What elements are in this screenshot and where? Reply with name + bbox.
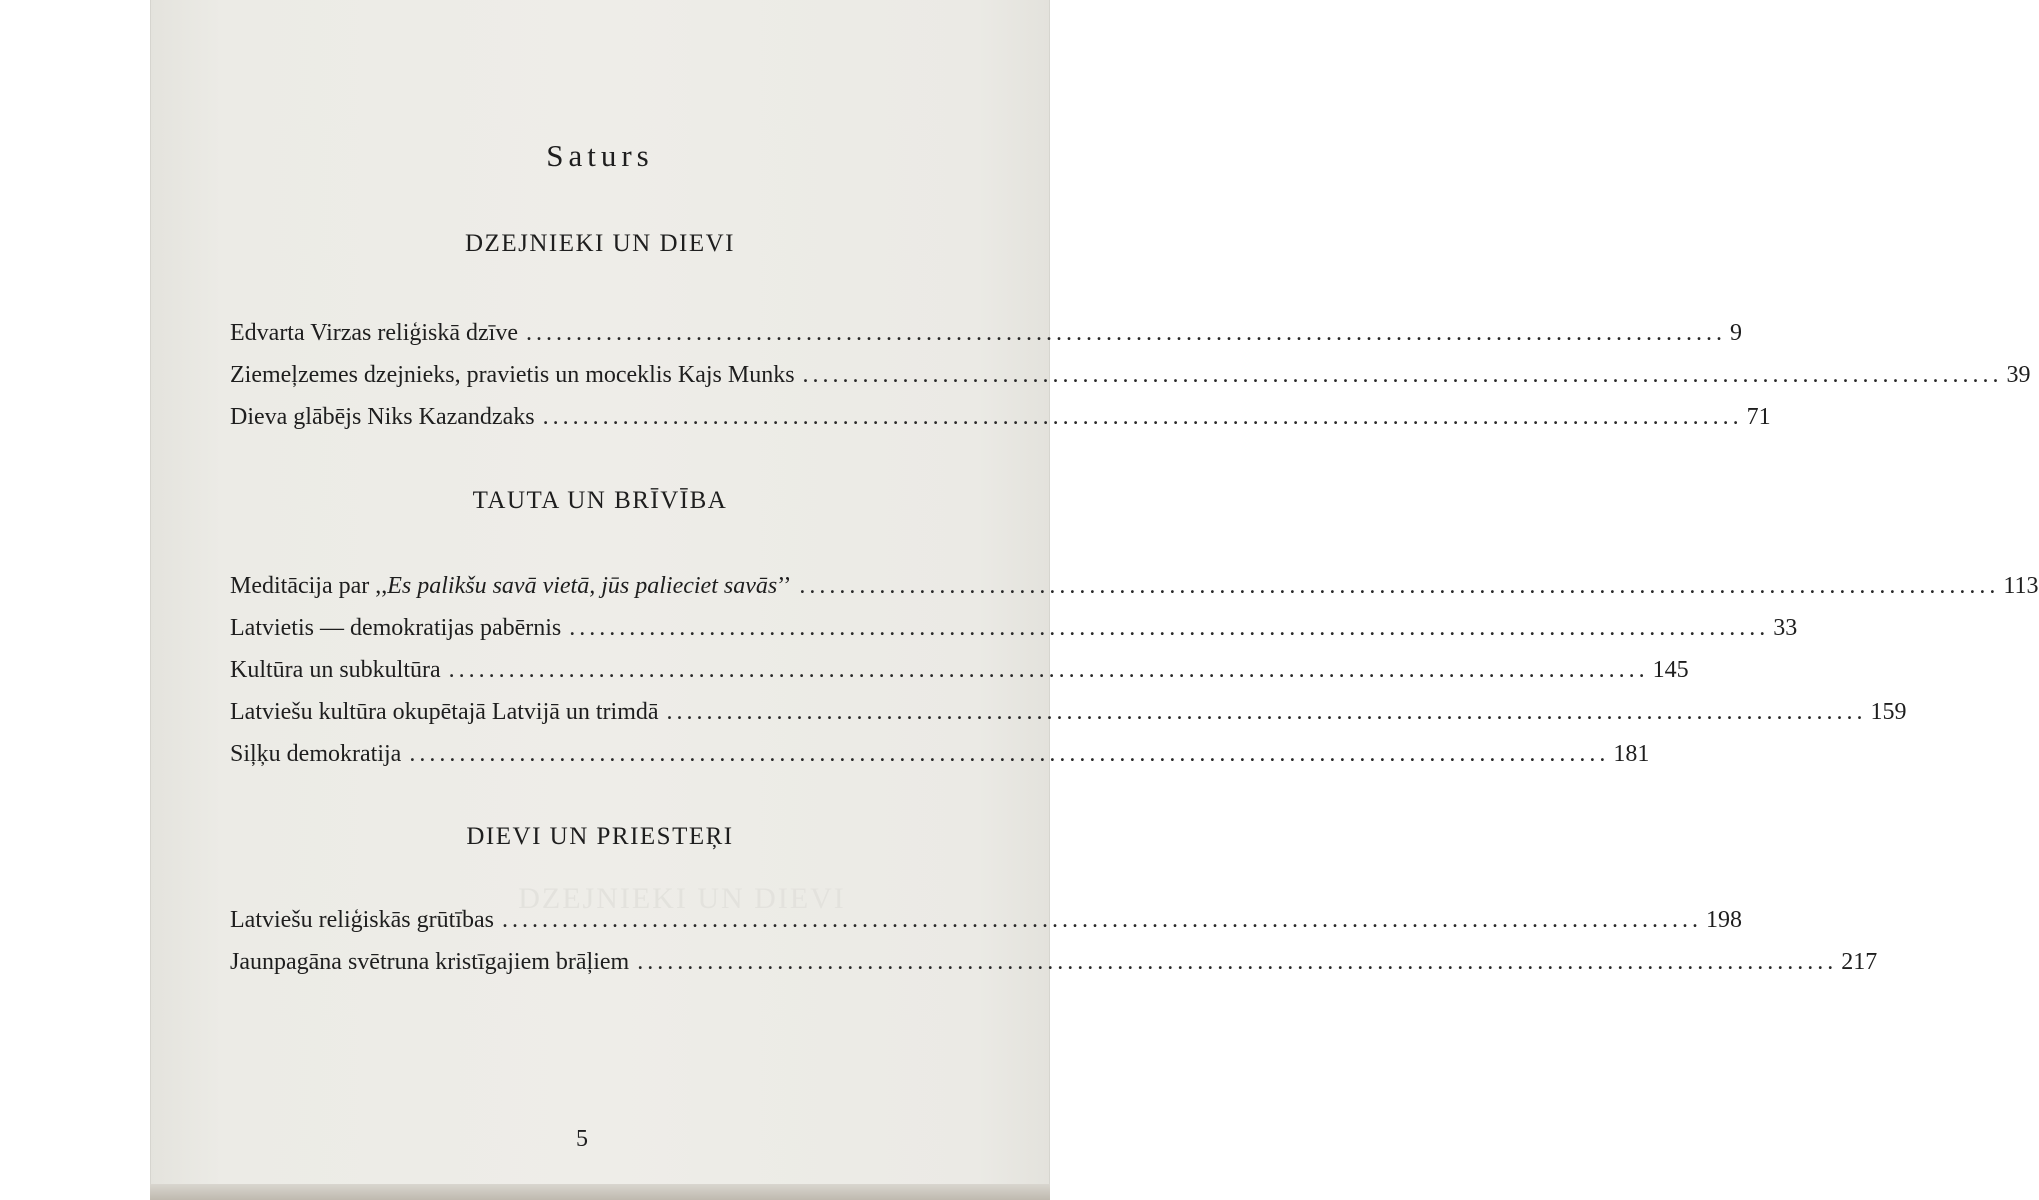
toc-entry-title: Dieva glābējs Niks Kazandzaks xyxy=(230,404,535,430)
dot-leader: ........................................................................................................................ xyxy=(542,404,1743,430)
toc-entry xyxy=(230,695,1907,729)
toc-entry-title: Siļķu demokratija xyxy=(230,741,402,767)
toc-entry-page: 181 xyxy=(1613,741,1650,767)
toc-entry xyxy=(230,737,1650,771)
section-heading-tauta: TAUTA UN BRĪVĪBA xyxy=(472,487,728,514)
toc-entry-page: 33 xyxy=(1773,615,1798,641)
toc-entry xyxy=(230,611,1798,645)
toc-entry-page: 159 xyxy=(1870,699,1907,725)
page-title: Saturs xyxy=(546,138,654,173)
toc-entry-page: 198 xyxy=(1705,907,1742,933)
toc-entry-title: Latviešu kultūra okupētajā Latvijā un trimdā xyxy=(230,699,659,725)
dot-leader: ........................................................................................................................ xyxy=(799,573,2000,599)
dot-leader: ........................................................................................................................ xyxy=(448,657,1649,683)
toc-entry-page: 145 xyxy=(1652,657,1689,683)
dot-leader: ........................................................................................................................ xyxy=(666,699,1867,725)
page-number: 5 xyxy=(576,1126,588,1152)
toc-entry xyxy=(230,903,1742,937)
toc-entry-page: 113 xyxy=(2003,573,2039,599)
toc-entry xyxy=(230,653,1689,687)
toc-entry xyxy=(230,945,1878,979)
toc-entry-title: Latvietis — demokratijas pabērnis xyxy=(230,615,562,641)
toc-entry xyxy=(230,358,2031,392)
toc-entry xyxy=(230,316,1742,350)
toc-entry-title: Kultūra un subkultūra xyxy=(230,657,441,683)
page-edge xyxy=(150,1184,1050,1200)
toc-entry-title: Edvarta Virzas reliģiskā dzīve xyxy=(230,320,518,346)
toc-entry-page: 9 xyxy=(1730,320,1742,346)
toc-entry-title: Latviešu reliģiskās grūtības xyxy=(230,907,494,933)
section-heading-dievi: DIEVI UN PRIESTEŖI xyxy=(466,823,734,850)
toc-entry-page: 217 xyxy=(1841,949,1878,975)
dot-leader: ........................................................................................................................ xyxy=(409,741,1610,767)
toc-entry-title-quote: Es palikšu savā vietā, jūs palieciet savās xyxy=(387,573,778,599)
show-through-watermark: DZEJNIEKI UN DIEVI xyxy=(518,882,846,915)
dot-leader: ........................................................................................................................ xyxy=(802,362,2003,388)
dot-leader: ........................................................................................................................ xyxy=(501,907,1702,933)
toc-entry-title: Ziemeļzemes dzejnieks, pravietis un moceklis Kajs Munks xyxy=(230,362,795,388)
toc-entry xyxy=(230,569,2039,603)
toc-entry-title: Jaunpagāna svētruna kristīgajiem brāļiem xyxy=(230,949,630,975)
toc-entry-page: 71 xyxy=(1746,404,1771,430)
toc-entry-title-suffix: ’’ xyxy=(777,573,792,599)
dot-leader: ........................................................................................................................ xyxy=(637,949,1838,975)
section-heading-dzejnieki: DZEJNIEKI UN DIEVI xyxy=(465,230,735,257)
toc-entry xyxy=(230,400,1771,434)
toc-entry-title-prefix: Meditācija par ,, xyxy=(230,573,388,599)
dot-leader: ........................................................................................................................ xyxy=(569,615,1770,641)
toc-entry-title xyxy=(230,569,791,603)
toc-entry-page: 39 xyxy=(2006,362,2031,388)
dot-leader: ........................................................................................................................ xyxy=(526,320,1726,346)
